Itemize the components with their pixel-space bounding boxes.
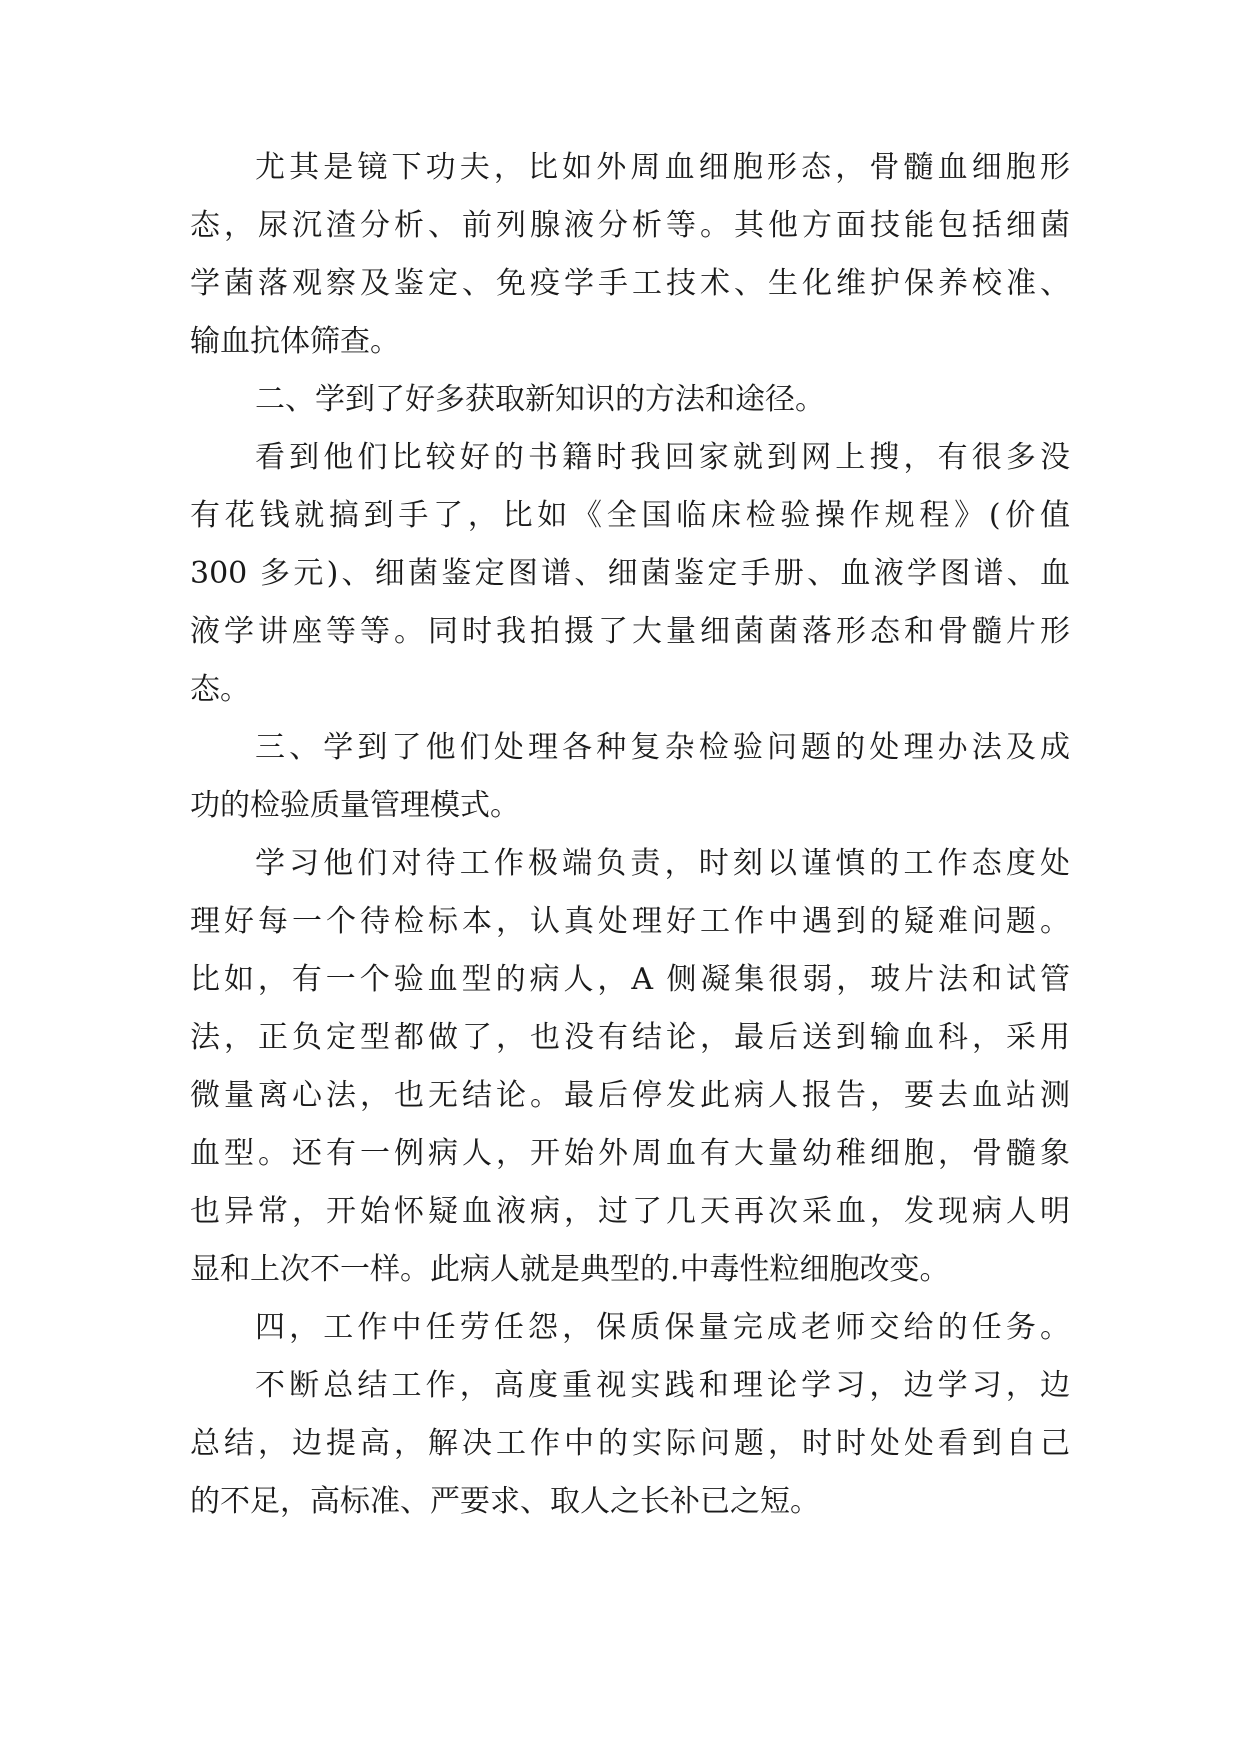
text-line: 态，尿沉渣分析、前列腺液分析等。其他方面技能包括细菌 — [190, 208, 1070, 243]
text-line: 学习他们对待工作极端负责，时刻以谨慎的工作态度处 — [255, 846, 1070, 881]
text-line: 的不足，高标准、严要求、取人之长补已之短。 — [190, 1484, 820, 1519]
text-line: 法，正负定型都做了，也没有结论，最后送到输血科，采用 — [190, 1020, 1070, 1055]
text-line: 血型。还有一例病人，开始外周血有大量幼稚细胞，骨髓象 — [190, 1136, 1070, 1171]
text-line: 显和上次不一样。此病人就是典型的.中毒性粒细胞改变。 — [190, 1252, 950, 1287]
text-line: 输血抗体筛查。 — [190, 324, 400, 359]
text-line: 态。 — [190, 672, 250, 707]
section-heading: 二、学到了好多获取新知识的方法和途径。 — [255, 382, 825, 417]
text-line: 有花钱就搞到手了，比如《全国临床检验操作规程》(价值 — [190, 498, 1070, 533]
section-heading: 四，工作中任劳任怨，保质保量完成老师交给的任务。 — [255, 1310, 1070, 1345]
text-line: 300 多元)、细菌鉴定图谱、细菌鉴定手册、血液学图谱、血 — [190, 556, 1070, 591]
text-line: 尤其是镜下功夫，比如外周血细胞形态，骨髓血细胞形 — [255, 150, 1070, 185]
text-line: 看到他们比较好的书籍时我回家就到网上搜，有很多没 — [255, 440, 1070, 475]
section-heading: 功的检验质量管理模式。 — [190, 788, 520, 823]
section-heading: 三、学到了他们处理各种复杂检验问题的处理办法及成 — [255, 730, 1070, 765]
text-line: 液学讲座等等。同时我拍摄了大量细菌菌落形态和骨髓片形 — [190, 614, 1070, 649]
text-line: 比如，有一个验血型的病人，A 侧凝集很弱，玻片法和试管 — [190, 962, 1070, 997]
text-line: 也异常，开始怀疑血液病，过了几天再次采血，发现病人明 — [190, 1194, 1070, 1229]
text-line: 学菌落观察及鉴定、免疫学手工技术、生化维护保养校准、 — [190, 266, 1070, 301]
text-line: 不断总结工作，高度重视实践和理论学习，边学习，边 — [255, 1368, 1070, 1403]
text-line: 总结，边提高，解决工作中的实际问题，时时处处看到自己 — [190, 1426, 1070, 1461]
text-line: 理好每一个待检标本，认真处理好工作中遇到的疑难问题。 — [190, 904, 1070, 939]
text-line: 微量离心法，也无结论。最后停发此病人报告，要去血站测 — [190, 1078, 1070, 1113]
